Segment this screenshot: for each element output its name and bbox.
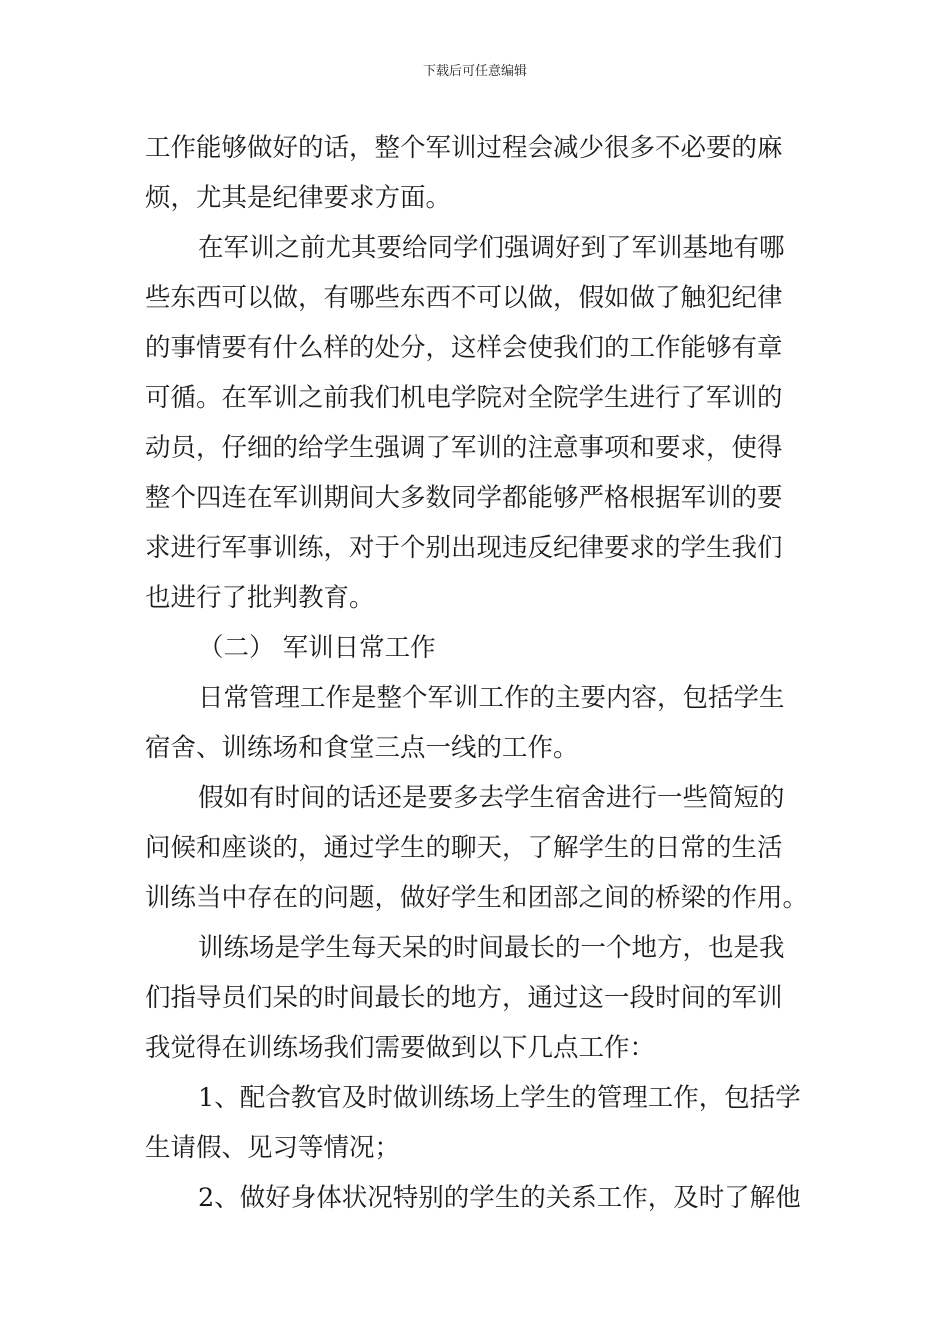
- text-line: 生请假、见习等情况；: [145, 1133, 401, 1163]
- text-line: 宿舍、训练场和食堂三点一线的工作。: [145, 733, 579, 763]
- text-line: 的事情要有什么样的处分，这样会使我们的工作能够有章: [145, 333, 783, 363]
- text-line: 烦，尤其是纪律要求方面。: [145, 183, 452, 213]
- text-line: 工作能够做好的话，整个军训过程会减少很多不必要的麻: [145, 133, 783, 163]
- document-body: [145, 123, 810, 1223]
- text-line: 日常管理工作是整个军训工作的主要内容，包括学生: [198, 683, 785, 713]
- page-header-note: 下载后可任意编辑: [422, 64, 527, 79]
- text-line: 可循。在军训之前我们机电学院对全院学生进行了军训的: [145, 383, 783, 413]
- list-item: 1、配合教官及时做训练场上学生的管理工作，包括学: [198, 1083, 801, 1113]
- section-heading: （二） 军训日常工作: [198, 633, 436, 663]
- text-line: 整个四连在军训期间大多数同学都能够严格根据军训的要: [145, 483, 783, 513]
- text-line: 假如有时间的话还是要多去学生宿舍进行一些简短的: [198, 783, 785, 813]
- text-line: 动员，仔细的给学生强调了军训的注意事项和要求，使得: [145, 433, 783, 463]
- text-line: 们指导员们呆的时间最长的地方，通过这一段时间的军训: [145, 983, 783, 1013]
- text-line: 训练当中存在的问题，做好学生和团部之间的桥梁的作用。: [145, 883, 809, 913]
- text-line: 求进行军事训练，对于个别出现违反纪律要求的学生我们: [145, 533, 783, 563]
- text-line: 训练场是学生每天呆的时间最长的一个地方，也是我: [198, 933, 785, 963]
- text-line: 问候和座谈的，通过学生的聊天，了解学生的日常的生活: [145, 833, 783, 863]
- list-item: 2、做好身体状况特别的学生的关系工作，及时了解他: [198, 1183, 801, 1213]
- text-line: 我觉得在训练场我们需要做到以下几点工作：: [145, 1033, 656, 1063]
- text-line: 些东西可以做，有哪些东西不可以做，假如做了触犯纪律: [145, 283, 783, 313]
- text-line: 在军训之前尤其要给同学们强调好到了军训基地有哪: [198, 233, 785, 263]
- text-line: 也进行了批判教育。: [145, 583, 375, 613]
